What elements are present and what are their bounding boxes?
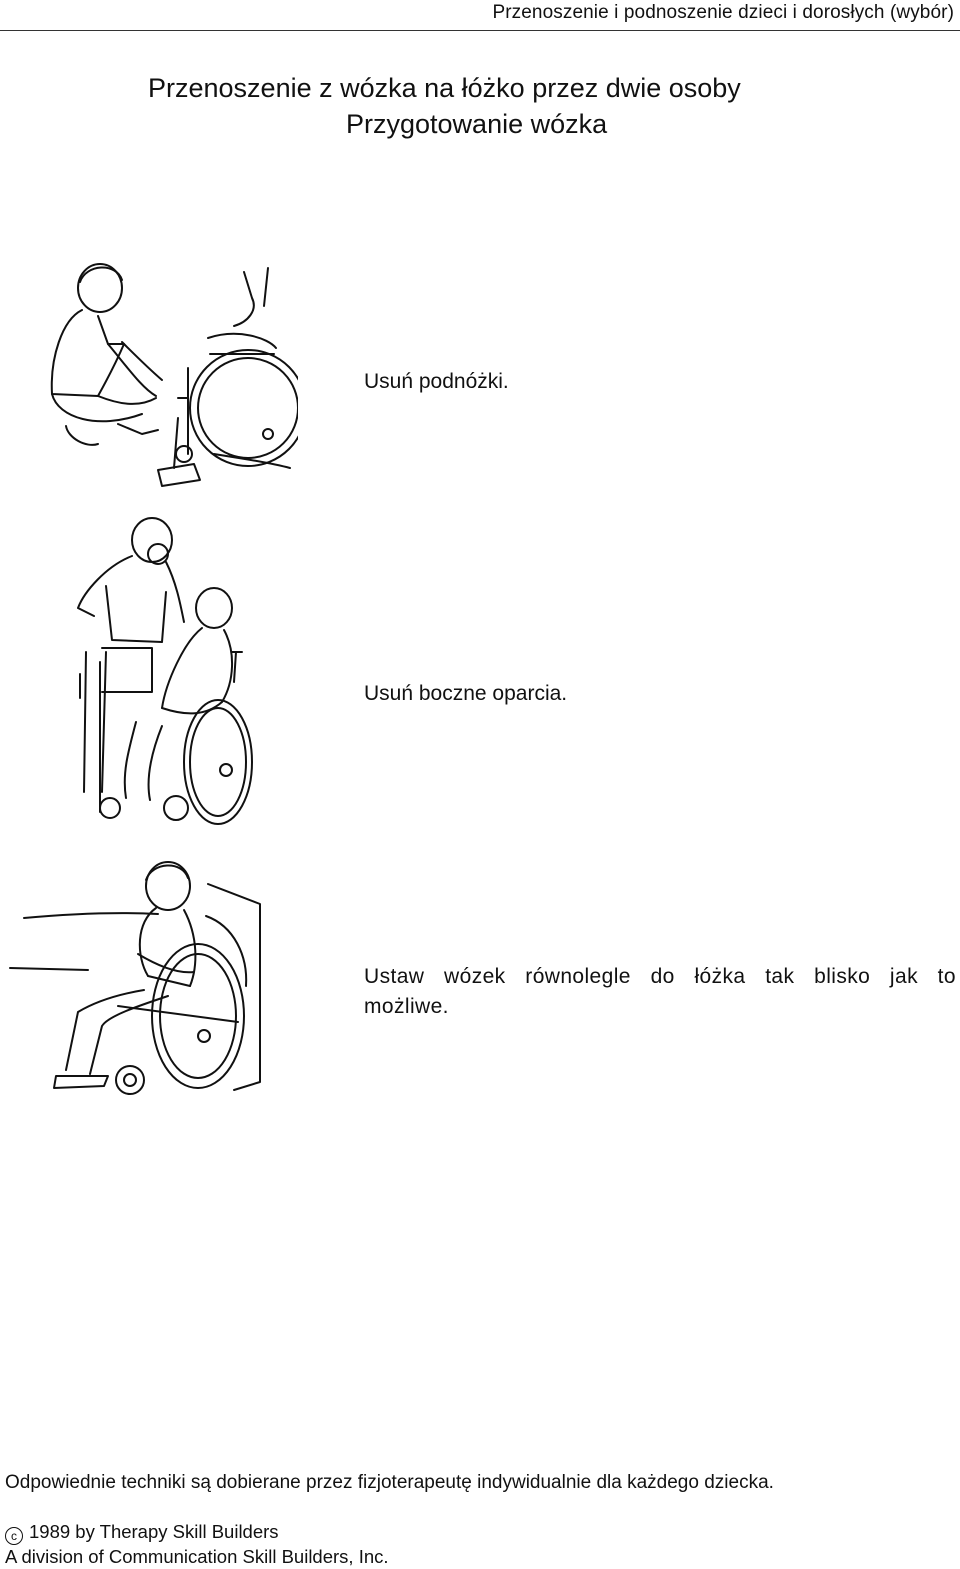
copyright-block xyxy=(5,1520,389,1569)
footer-note: Odpowiednie techniki są dobierane przez fizjoterapeutę indywidualnie dla każdego dziecka. xyxy=(5,1472,774,1493)
illustration-remove-footrests xyxy=(38,258,298,503)
step-position-wheelchair: Ustaw wózek równolegle do łóżka tak blisko jak to możliwe. xyxy=(364,965,956,1018)
header-divider xyxy=(0,30,960,31)
copyright-line-1 xyxy=(5,1520,389,1545)
page-subtitle: Przygotowanie wózka xyxy=(346,109,608,139)
illustration-position-wheelchair xyxy=(8,856,268,1111)
copyright-icon: c xyxy=(5,1527,23,1545)
copyright-line-2: A division of Communication Skill Builders, Inc. xyxy=(5,1546,389,1567)
step-remove-armrests: Usuń boczne oparcia. xyxy=(364,682,568,705)
copyright-text: 1989 by Therapy Skill Builders xyxy=(29,1521,279,1542)
illustration-remove-armrests xyxy=(66,512,266,837)
running-header: Przenoszenie i podnoszenie dzieci i dorosłych (wybór) xyxy=(492,2,954,23)
page-title: Przenoszenie z wózka na łóżko przez dwie osoby xyxy=(148,73,741,103)
step-remove-footrests: Usuń podnóżki. xyxy=(364,370,509,393)
